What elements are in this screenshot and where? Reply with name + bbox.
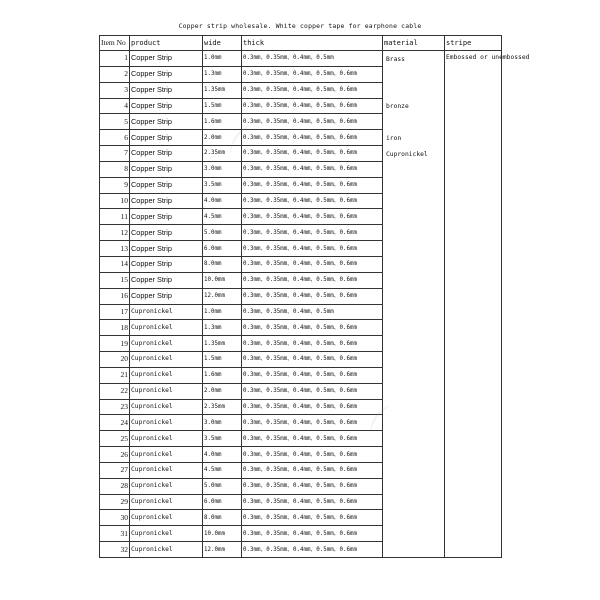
wide-cell: 4.5mm bbox=[203, 462, 242, 478]
material-list bbox=[384, 51, 443, 557]
header-material: material bbox=[383, 36, 445, 51]
product-cell: Cupronickel bbox=[130, 462, 203, 478]
header-thick: thick bbox=[242, 36, 383, 51]
wide-cell: 1.3mm bbox=[203, 320, 242, 336]
product-cell: Cupronickel bbox=[130, 320, 203, 336]
thick-cell: 0.3mm、0.35mm、0.4mm、0.5mm、0.6mm bbox=[242, 82, 383, 98]
product-cell: Cupronickel bbox=[130, 336, 203, 352]
product-cell: Cupronickel bbox=[130, 415, 203, 431]
wide-cell: 5.0mm bbox=[203, 225, 242, 241]
wide-cell: 4.0mm bbox=[203, 447, 242, 463]
product-cell: Cupronickel bbox=[130, 526, 203, 542]
wide-cell: 1.5mm bbox=[203, 98, 242, 114]
item-no-cell: 17 bbox=[100, 304, 130, 320]
item-no-cell: 25 bbox=[100, 431, 130, 447]
thick-cell: 0.3mm、0.35mm、0.4mm、0.5mm、0.6mm bbox=[242, 225, 383, 241]
wide-cell: 6.0mm bbox=[203, 494, 242, 510]
item-no-cell: 24 bbox=[100, 415, 130, 431]
wide-cell: 1.0mm bbox=[203, 304, 242, 320]
item-no-cell: 6 bbox=[100, 130, 130, 146]
product-cell: Copper Strip bbox=[130, 66, 203, 82]
product-table bbox=[99, 35, 530, 558]
wide-cell: 8.0mm bbox=[203, 256, 242, 272]
wide-cell: 5.0mm bbox=[203, 478, 242, 494]
material-cell bbox=[383, 51, 445, 558]
item-no-cell: 18 bbox=[100, 320, 130, 336]
product-cell: Cupronickel bbox=[130, 431, 203, 447]
thick-cell: 0.3mm、0.35mm、0.4mm、0.5mm、0.6mm bbox=[242, 130, 383, 146]
thick-cell: 0.3mm、0.35mm、0.4mm、0.5mm、0.6mm bbox=[242, 98, 383, 114]
item-no-cell: 15 bbox=[100, 272, 130, 288]
wide-cell: 1.0mm bbox=[203, 51, 242, 67]
thick-cell: 0.3mm、0.35mm、0.4mm、0.5mm、0.6mm bbox=[242, 462, 383, 478]
item-no-cell: 16 bbox=[100, 288, 130, 304]
product-cell: Copper Strip bbox=[130, 51, 203, 67]
product-cell: Copper Strip bbox=[130, 177, 203, 193]
product-cell: Cupronickel bbox=[130, 352, 203, 368]
item-no-cell: 32 bbox=[100, 542, 130, 558]
wide-cell: 6.0mm bbox=[203, 241, 242, 257]
wide-cell: 1.3mm bbox=[203, 66, 242, 82]
thick-cell: 0.3mm、0.35mm、0.4mm、0.5mm、0.6mm bbox=[242, 526, 383, 542]
product-cell: Copper Strip bbox=[130, 209, 203, 225]
item-no-cell: 28 bbox=[100, 478, 130, 494]
item-no-cell: 29 bbox=[100, 494, 130, 510]
product-cell: Cupronickel bbox=[130, 447, 203, 463]
wide-cell: 2.0mm bbox=[203, 130, 242, 146]
document-title: Copper strip wholesale. White copper tape for earphone cable bbox=[178, 22, 422, 30]
wide-cell: 1.5mm bbox=[203, 352, 242, 368]
material-item: iron bbox=[386, 135, 402, 142]
item-no-cell: 22 bbox=[100, 383, 130, 399]
thick-cell: 0.3mm、0.35mm、0.4mm、0.5mm、0.6mm bbox=[242, 114, 383, 130]
thick-cell: 0.3mm、0.35mm、0.4mm、0.5mm、0.6mm bbox=[242, 383, 383, 399]
item-no-cell: 14 bbox=[100, 256, 130, 272]
item-no-cell: 4 bbox=[100, 98, 130, 114]
item-no-cell: 7 bbox=[100, 146, 130, 162]
table-header-row bbox=[100, 36, 502, 51]
thick-cell: 0.3mm、0.35mm、0.4mm、0.5mm、0.6mm bbox=[242, 288, 383, 304]
item-no-cell: 27 bbox=[100, 462, 130, 478]
thick-cell: 0.3mm、0.35mm、0.4mm、0.5mm、0.6mm bbox=[242, 494, 383, 510]
thick-cell: 0.3mm、0.35mm、0.4mm、0.5mm、0.6mm bbox=[242, 193, 383, 209]
thick-cell: 0.3mm、0.35mm、0.4mm、0.5mm、0.6mm bbox=[242, 256, 383, 272]
item-no-cell: 5 bbox=[100, 114, 130, 130]
item-no-cell: 26 bbox=[100, 447, 130, 463]
thick-cell: 0.3mm、0.35mm、0.4mm、0.5mm、0.6mm bbox=[242, 66, 383, 82]
wide-cell: 4.0mm bbox=[203, 193, 242, 209]
product-cell: Cupronickel bbox=[130, 399, 203, 415]
thick-cell: 0.3mm、0.35mm、0.4mm、0.5mm bbox=[242, 51, 383, 67]
product-cell: Cupronickel bbox=[130, 510, 203, 526]
wide-cell: 3.5mm bbox=[203, 431, 242, 447]
thick-cell: 0.3mm、0.35mm、0.4mm、0.5mm、0.6mm bbox=[242, 542, 383, 558]
wide-cell: 1.6mm bbox=[203, 114, 242, 130]
item-no-cell: 19 bbox=[100, 336, 130, 352]
thick-cell: 0.3mm、0.35mm、0.4mm、0.5mm、0.6mm bbox=[242, 399, 383, 415]
thick-cell: 0.3mm、0.35mm、0.4mm、0.5mm、0.6mm bbox=[242, 177, 383, 193]
product-cell: Copper Strip bbox=[130, 130, 203, 146]
product-cell: Cupronickel bbox=[130, 478, 203, 494]
watermark: ⌒ bbox=[363, 401, 417, 452]
thick-cell: 0.3mm、0.35mm、0.4mm、0.5mm、0.6mm bbox=[242, 161, 383, 177]
item-no-cell: 9 bbox=[100, 177, 130, 193]
thick-cell: 0.3mm、0.35mm、0.4mm、0.5mm、0.6mm bbox=[242, 352, 383, 368]
product-cell: Copper Strip bbox=[130, 146, 203, 162]
header-wide: wide bbox=[203, 36, 242, 51]
item-no-cell: 3 bbox=[100, 82, 130, 98]
product-cell: Cupronickel bbox=[130, 367, 203, 383]
item-no-cell: 20 bbox=[100, 352, 130, 368]
thick-cell: 0.3mm、0.35mm、0.4mm、0.5mm、0.6mm bbox=[242, 336, 383, 352]
wide-cell: 8.0mm bbox=[203, 510, 242, 526]
wide-cell: 2.0mm bbox=[203, 383, 242, 399]
material-item: Cupronickel bbox=[386, 151, 428, 158]
thick-cell: 0.3mm、0.35mm、0.4mm、0.5mm、0.6mm bbox=[242, 241, 383, 257]
wide-cell: 2.35mm bbox=[203, 399, 242, 415]
watermark: ⌒ bbox=[223, 121, 277, 172]
product-cell: Cupronickel bbox=[130, 383, 203, 399]
thick-cell: 0.3mm、0.35mm、0.4mm、0.5mm bbox=[242, 304, 383, 320]
product-cell: Copper Strip bbox=[130, 161, 203, 177]
thick-cell: 0.3mm、0.35mm、0.4mm、0.5mm、0.6mm bbox=[242, 146, 383, 162]
item-no-cell: 30 bbox=[100, 510, 130, 526]
item-no-cell: 11 bbox=[100, 209, 130, 225]
material-item: Brass bbox=[386, 56, 405, 63]
table-row bbox=[100, 51, 502, 67]
wide-cell: 1.35mm bbox=[203, 82, 242, 98]
product-cell: Copper Strip bbox=[130, 288, 203, 304]
header-product: product bbox=[130, 36, 203, 51]
wide-cell: 12.0mm bbox=[203, 542, 242, 558]
product-cell: Copper Strip bbox=[130, 256, 203, 272]
wide-cell: 1.6mm bbox=[203, 367, 242, 383]
product-cell: Cupronickel bbox=[130, 304, 203, 320]
thick-cell: 0.3mm、0.35mm、0.4mm、0.5mm、0.6mm bbox=[242, 431, 383, 447]
item-no-cell: 2 bbox=[100, 66, 130, 82]
stripe-cell: Embossed or unembossed bbox=[445, 51, 502, 558]
wide-cell: 1.35mm bbox=[203, 336, 242, 352]
wide-cell: 10.0mm bbox=[203, 272, 242, 288]
wide-cell: 4.5mm bbox=[203, 209, 242, 225]
item-no-cell: 21 bbox=[100, 367, 130, 383]
product-cell: Copper Strip bbox=[130, 114, 203, 130]
thick-cell: 0.3mm、0.35mm、0.4mm、0.5mm、0.6mm bbox=[242, 209, 383, 225]
product-cell: Copper Strip bbox=[130, 225, 203, 241]
wide-cell: 3.0mm bbox=[203, 161, 242, 177]
product-cell: Copper Strip bbox=[130, 241, 203, 257]
wide-cell: 2.35mm bbox=[203, 146, 242, 162]
header-item-no: Item No bbox=[100, 36, 130, 51]
item-no-cell: 10 bbox=[100, 193, 130, 209]
wide-cell: 3.5mm bbox=[203, 177, 242, 193]
thick-cell: 0.3mm、0.35mm、0.4mm、0.5mm、0.6mm bbox=[242, 478, 383, 494]
product-cell: Copper Strip bbox=[130, 82, 203, 98]
thick-cell: 0.3mm、0.35mm、0.4mm、0.5mm、0.6mm bbox=[242, 447, 383, 463]
thick-cell: 0.3mm、0.35mm、0.4mm、0.5mm、0.6mm bbox=[242, 510, 383, 526]
header-stripe: stripe bbox=[445, 36, 502, 51]
item-no-cell: 31 bbox=[100, 526, 130, 542]
table-body bbox=[100, 51, 530, 558]
material-item: bronze bbox=[386, 103, 409, 110]
product-cell: Copper Strip bbox=[130, 193, 203, 209]
wide-cell: 10.0mm bbox=[203, 526, 242, 542]
item-no-cell: 12 bbox=[100, 225, 130, 241]
thick-cell: 0.3mm、0.35mm、0.4mm、0.5mm、0.6mm bbox=[242, 272, 383, 288]
item-no-cell: 8 bbox=[100, 161, 130, 177]
wide-cell: 3.0mm bbox=[203, 415, 242, 431]
item-no-cell: 23 bbox=[100, 399, 130, 415]
product-cell: Copper Strip bbox=[130, 98, 203, 114]
thick-cell: 0.3mm、0.35mm、0.4mm、0.5mm、0.6mm bbox=[242, 415, 383, 431]
product-cell: Cupronickel bbox=[130, 494, 203, 510]
product-cell: Copper Strip bbox=[130, 272, 203, 288]
thick-cell: 0.3mm、0.35mm、0.4mm、0.5mm、0.6mm bbox=[242, 367, 383, 383]
item-no-cell: 1 bbox=[100, 51, 130, 67]
thick-cell: 0.3mm、0.35mm、0.4mm、0.5mm、0.6mm bbox=[242, 320, 383, 336]
item-no-cell: 13 bbox=[100, 241, 130, 257]
product-cell: Cupronickel bbox=[130, 542, 203, 558]
wide-cell: 12.0mm bbox=[203, 288, 242, 304]
